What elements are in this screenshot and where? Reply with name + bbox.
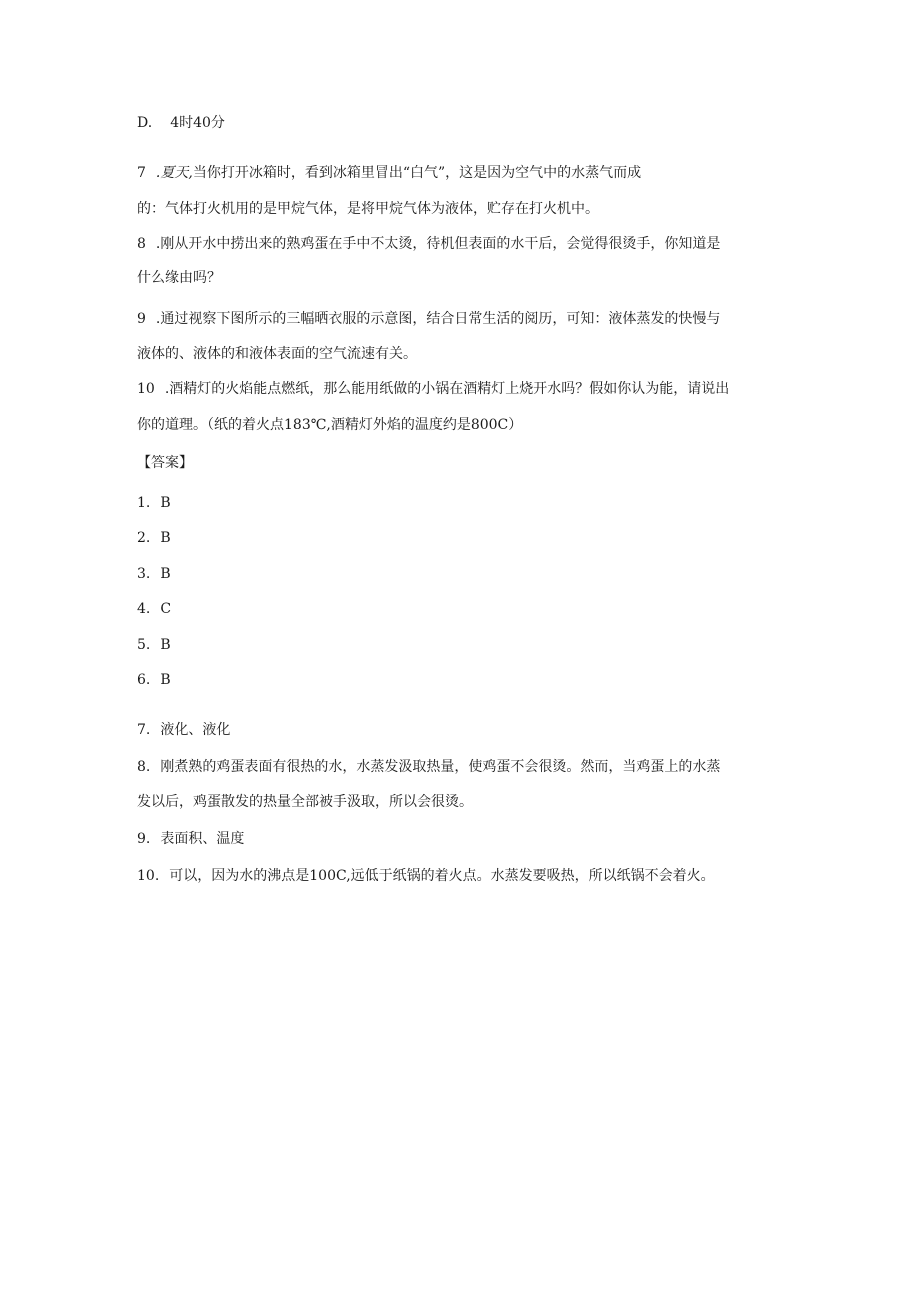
question-8-continuation: 什么缘由吗？ bbox=[137, 270, 221, 286]
option-d-text: 4时40分 bbox=[170, 115, 225, 131]
question-10-number: 10 bbox=[137, 381, 155, 397]
question-7-line1: 当你打开冰箱时，看到冰箱里冒出“白气”，这是因为空气中的水蒸气而成 bbox=[192, 165, 642, 181]
answer-number: 10. bbox=[137, 868, 160, 884]
answer-number: 4. bbox=[137, 601, 151, 617]
question-10-continuation: 你的道理。（纸的着火点183℃,酒精灯外焰的温度约是800C） bbox=[137, 417, 523, 433]
answer-9 bbox=[137, 829, 244, 849]
question-8-line1: .刚从开水中捞出来的熟鸡蛋在手中不太烫，待机但表面的水干后，会觉得很烫手，你知道是 bbox=[155, 236, 721, 252]
answer-text: B bbox=[160, 637, 171, 653]
question-9-continuation: 液体的、液体的和液体表面的空气流速有关。 bbox=[137, 346, 417, 362]
answer-number: 1. bbox=[137, 495, 151, 511]
answer-5 bbox=[137, 635, 171, 655]
answer-number: 2. bbox=[137, 530, 151, 546]
answer-1 bbox=[137, 493, 171, 513]
answer-text: B bbox=[160, 495, 171, 511]
question-10-line1: .酒精灯的火焰能点燃纸，那么能用纸做的小锅在酒精灯上烧开水吗？假如你认为能，请说出 bbox=[164, 381, 730, 397]
answer-text: B bbox=[160, 672, 171, 688]
answer-8-continuation: 发以后，鸡蛋散发的热量全部被手汲取，所以会很烫。 bbox=[137, 794, 473, 810]
answer-text: 可以，因为水的沸点是100C,远低于纸锅的着火点。水蒸发要吸热，所以纸锅不会着火。 bbox=[169, 868, 715, 884]
question-9-number: 9 bbox=[137, 311, 146, 327]
answer-number: 8. bbox=[137, 759, 151, 775]
answer-header: 【答案】 bbox=[137, 455, 193, 471]
answer-number: 7. bbox=[137, 722, 151, 738]
answer-8 bbox=[137, 757, 720, 777]
answer-number: 5. bbox=[137, 637, 151, 653]
question-8-number: 8 bbox=[137, 236, 146, 252]
option-d-label: D. bbox=[137, 115, 153, 131]
question-7 bbox=[137, 163, 641, 183]
answer-4 bbox=[137, 599, 171, 619]
question-9-line1: .通过视察下图所示的三幅晒衣服的示意图，结合日常生活的阅历，可知：液体蒸发的快慢与 bbox=[155, 311, 721, 327]
answer-6 bbox=[137, 670, 171, 690]
answer-text: 刚煮熟的鸡蛋表面有很热的水，水蒸发汲取热量，使鸡蛋不会很烫。然而，当鸡蛋上的水蒸 bbox=[160, 759, 721, 775]
answer-text: 表面积、温度 bbox=[160, 831, 245, 847]
question-7-prefix: .夏天, bbox=[155, 165, 193, 181]
answer-number: 6. bbox=[137, 672, 151, 688]
answer-number: 3. bbox=[137, 566, 151, 582]
question-7-number: 7 bbox=[137, 165, 146, 181]
question-9 bbox=[137, 309, 720, 329]
answer-text: B bbox=[160, 566, 171, 582]
answer-7 bbox=[137, 720, 230, 740]
answer-text: C bbox=[160, 601, 172, 617]
question-8 bbox=[137, 234, 720, 254]
answer-text: 液化、液化 bbox=[160, 722, 231, 738]
option-d bbox=[137, 113, 225, 133]
answer-3 bbox=[137, 564, 171, 584]
answer-2 bbox=[137, 528, 171, 548]
question-10 bbox=[137, 379, 729, 399]
answer-10 bbox=[137, 866, 715, 886]
answer-number: 9. bbox=[137, 831, 151, 847]
question-7-continuation: 的：气体打火机用的是甲烷气体，是将甲烷气体为液体，贮存在打火机中。 bbox=[137, 201, 599, 217]
answer-text: B bbox=[160, 530, 171, 546]
